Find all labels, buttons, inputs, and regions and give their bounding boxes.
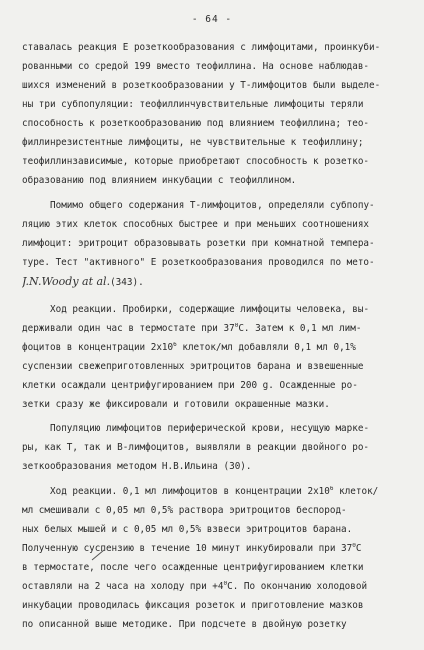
text-line: J.N.Woody at al.(343). — [22, 276, 144, 288]
text-line: по описанной выше методике. При подсчете в двойную розетку — [22, 619, 347, 630]
text-line: фоцитов в концентрации $2х10^6$ клеток/мл добавляли 0,1 мл 0,1% — [22, 342, 356, 353]
text-line: зетки сразу же фиксировали и готовили окрашенные мазки. — [22, 399, 330, 410]
text-line: теофиллинзависимые, которые приобретают способность к розетко- — [22, 156, 370, 167]
text-line: инкубации проводилась фиксация розеток и приготовление мазков — [22, 600, 364, 611]
paragraph-start-line: Ход реакции. 0,1 мл лимфоцитов в концентрации $2х10^6$ клеток/ — [50, 486, 379, 497]
handwritten-citation: J.N.Woody at al. — [22, 276, 111, 288]
text-line: туре. Тест "активного" Е розеткообразования проводился по мето- — [22, 257, 375, 268]
text-line: способность к розеткообразованию под влиянием теофиллина; тео- — [22, 118, 370, 129]
text-line: в термостате, после чего осажденные центрифугированием клетки — [22, 562, 364, 573]
text-line: ны три субпопуляции: теофиллинчувствительные лимфоциты теряли — [22, 99, 364, 110]
text-line: Полученную суспензию в течение 10 минут инкубировали при $37^0С$ — [22, 543, 362, 554]
paragraph-start-line: Помимо общего содержания Т-лимфоцитов, определяли субпопу- — [50, 200, 375, 211]
pen-mark — [90, 548, 106, 562]
text-line: рованными со средой 199 вместо теофиллина. На основе наблюдав- — [22, 61, 370, 72]
text-line: мл смешивали с 0,05 мл 0,5% раствора эритроцитов беспород- — [22, 505, 347, 516]
page-number: - 64 - — [191, 14, 233, 25]
paragraph-start-line: Популяцию лимфоцитов периферической крови, несущую марке- — [50, 423, 370, 434]
text-line: ры, как Т, так и В-лимфоцитов, выявляли в реакции двойного ро- — [22, 442, 370, 453]
paragraph-start-line: Ход реакции. Пробирки, содержащие лимфоциты человека, вы- — [50, 304, 370, 315]
text-line: ставалась реакция Е розеткообразования с лимфоцитами, проинкуби- — [22, 42, 381, 53]
text-line: оставляли на 2 часа на холоду при $+4^0С$. По окончанию холодовой — [22, 581, 368, 592]
text-line: филлинрезистентные лимфоциты, не чувствительные к теофиллину; — [22, 137, 364, 148]
text-line: клетки осаждали центрифугированием при 200 g. Осажденные ро- — [22, 380, 358, 391]
text-line: лимфоцит: эритроцит образовывать розетки при комнатной темпера- — [22, 238, 375, 249]
text-line: ных белых мышей и с 0,05 мл 0,5% взвеси эритроцитов барана. — [22, 524, 353, 535]
text-line: образованию под влиянием инкубации с теофиллином. — [22, 175, 297, 186]
text-line: шихся изменений в розеткообразовании у Т-лимфоцитов были выделе- — [22, 80, 381, 91]
text-line: держивали один час в термостате при $37^0С$. Затем к 0,1 мл лим- — [22, 323, 362, 334]
text-line: суспензии свежеприготовленных эритроцитов барана и взвешенные — [22, 361, 364, 372]
text-line: зеткообразования методом Н.В.Ильина (30). — [22, 461, 252, 472]
text-line: ляцию этих клеток способных быстрее и при меньших соотношениях — [22, 219, 370, 230]
